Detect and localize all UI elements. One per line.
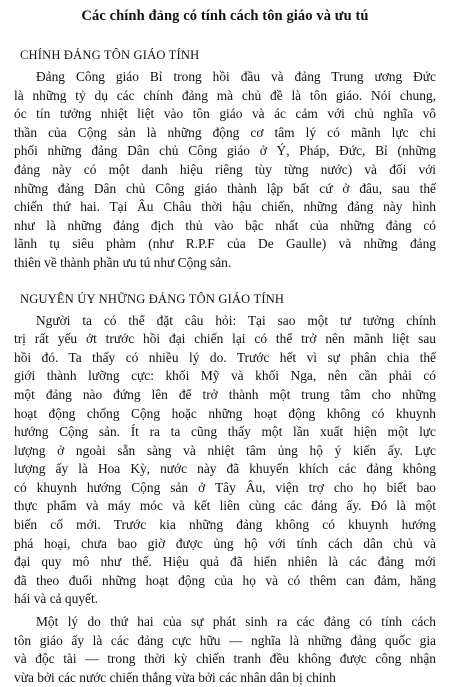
text-line: Đảng Công giáo Bỉ trong hồi đầu và đảng Trung ương Đức xyxy=(36,69,436,84)
section-2 xyxy=(14,290,436,687)
section-spacer xyxy=(14,273,436,290)
text-line: lượng ở ngoài sẵn sàng và nhiệt tâm ủng hộ ý kiến ấy. Lực xyxy=(14,442,436,458)
text-line: chiến thứ hai. Tại Âu Châu thời hậu chiến, những đảng này hình xyxy=(14,199,436,215)
text-line: Người ta có thể đặt câu hỏi: Tại sao một tư tưởng chính xyxy=(36,312,436,328)
paragraph xyxy=(14,312,436,610)
paragraph xyxy=(14,68,436,273)
text-line: đảng này có một danh hiệu riêng tùy từng nước) và đối với xyxy=(14,161,436,177)
text-line: lượng ấy là Hoa Kỳ, nước này đã khuyến khích các đảng không xyxy=(14,461,436,477)
text-line: như là những đảng địch thủ vào bậc nhất của những đảng có xyxy=(14,217,436,233)
text-line: có khuynh hướng Cộng sản ở Tây Âu, viện trợ cho họ biết bao xyxy=(14,479,436,495)
text-line: đại quy mô như thế. Hiệu quả đã hiển nhiên là các đảng mới xyxy=(14,554,436,570)
section-1 xyxy=(14,46,436,273)
text-line: một đảng nào đứng lên để trở thành một trung tâm cho những xyxy=(14,386,436,402)
document-body xyxy=(14,46,436,687)
text-line: những đảng Dân chủ Công giáo thành lập bất cứ ở đâu, sau thế xyxy=(14,180,436,196)
text-line: lãnh tụ siêu phàm (như R.P.F của De Gaulle) và những đảng xyxy=(14,236,436,252)
text-line: biến cố mới. Trước kia những đảng không có khuynh hướng xyxy=(14,517,436,533)
text-line: hái và cả quyết. xyxy=(14,591,99,607)
section-heading: CHÍNH ĐẢNG TÔN GIÁO TÍNH xyxy=(20,48,200,62)
section-heading: NGUYÊN ỦY NHỮNG ĐẢNG TÔN GIÁO TÍNH xyxy=(20,291,285,306)
text-line: trị rất yếu ớt trước hồi đại chiến lại có thể trở nên mãnh liệt sau xyxy=(14,331,436,347)
text-line: tôn giáo ấy là các đảng cực hữu — nghĩa là những đảng quốc gia xyxy=(14,632,436,648)
text-line: giới thành lưỡng cực: khối Mỹ và khối Nga, nên cần phải có xyxy=(14,368,436,384)
text-line: thực phẩm và máy móc và kết liên cùng các đảng ấy. Đó là một xyxy=(14,498,436,514)
text-line: vừa bởi các nước chiến thắng vừa bởi các nhân dân bị chinh xyxy=(14,669,336,685)
text-line: thiên về thành phần ưu tú như Cộng sản. xyxy=(14,254,232,270)
text-line: hướng Cộng sản. Ít ra ta cũng thấy một lần xuất hiện một lực xyxy=(14,424,436,440)
text-line: hồi đó. Ta thấy có nhiều lý do. Trước hết vì sự phân chia thế xyxy=(14,349,436,365)
text-line: hoạt động chống Cộng hoặc những hoạt động không có khuynh xyxy=(14,405,436,421)
text-line: Một lý do thứ hai của sự phát sinh ra các đảng có tính cách xyxy=(36,614,436,630)
page-title: Các chính đảng có tính cách tôn giáo và ưu tú xyxy=(81,8,369,24)
text-line: và độc tài — trong thời kỳ chiến tranh đều không được công nhận xyxy=(14,651,436,667)
text-line: là những tỷ dụ các chính đảng mà chủ đề là tôn giáo. Nói chung, xyxy=(14,87,436,103)
text-line: phối những đảng Dân chủ Công giáo ở Ý, Pháp, Đức, Bỉ (những xyxy=(14,143,436,159)
text-line: thần của Cộng sản là những động cơ tâm lý có mãnh lực chi xyxy=(14,124,436,140)
text-line: phá hoại, chưa bao giờ được ủng hộ với tính cách dân chủ và xyxy=(14,535,436,551)
paragraph xyxy=(14,613,436,687)
text-line: đã theo đuổi những hoạt động của họ và có thêm can đảm, hăng xyxy=(14,572,436,588)
text-line: óc tín tưởng nhiệt liệt vào tôn giáo và ác cảm với chủ nghĩa vô xyxy=(14,106,436,122)
